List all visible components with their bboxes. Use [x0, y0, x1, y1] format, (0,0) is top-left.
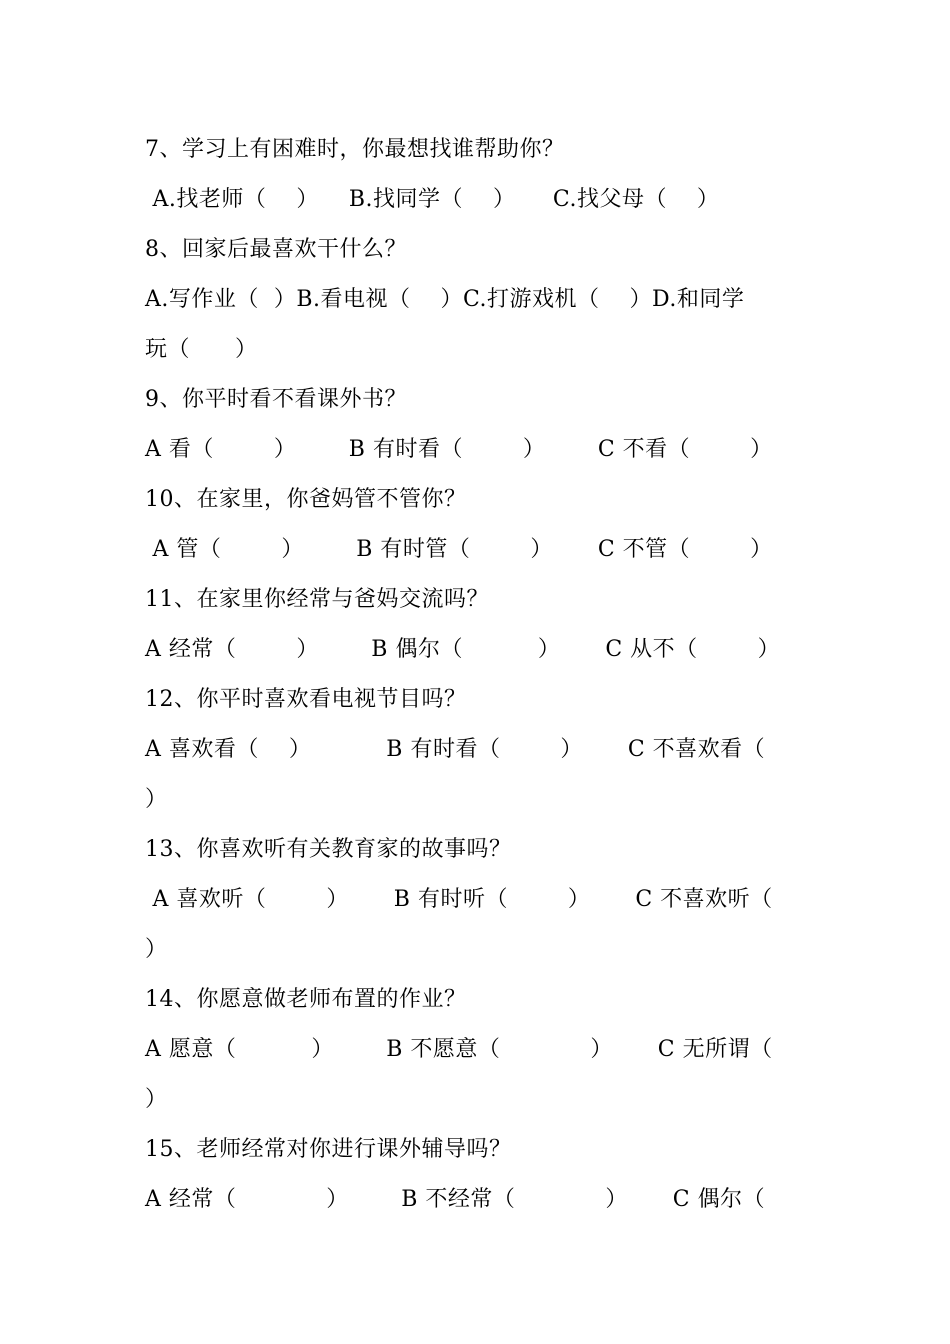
- question-15-options: A 经常（ ） B 不经常（ ） C 偶尔（: [145, 1187, 766, 1212]
- question-13-options-continued: ）: [145, 937, 168, 962]
- question-9: 9、你平时看不看课外书？: [145, 387, 407, 412]
- question-7: 7、学习上有困难时，你最想找谁帮助你？: [145, 137, 565, 162]
- question-9-options: A 看（ ） B 有时看（ ） C 不看（ ）: [145, 437, 773, 462]
- question-13: 13、你喜欢听有关教育家的故事吗？: [145, 837, 512, 862]
- question-12-options-continued: ）: [145, 787, 168, 812]
- question-7-options: A.找老师（ ） B.找同学（ ） C.找父母（ ）: [145, 187, 720, 212]
- question-8: 8、回家后最喜欢干什么？: [145, 237, 407, 262]
- question-8-options-continued: 玩（ ）: [145, 337, 258, 362]
- question-10-options: A 管（ ） B 有时管（ ） C 不管（ ）: [145, 537, 773, 562]
- question-14-options-continued: ）: [145, 1087, 168, 1112]
- question-8-options: A.写作业（ ）B.看电视（ ）C.打游戏机（ ）D.和同学: [145, 287, 745, 312]
- question-14: 14、你愿意做老师布置的作业？: [145, 987, 467, 1012]
- question-11: 11、在家里你经常与爸妈交流吗？: [145, 587, 489, 612]
- question-14-options: A 愿意（ ） B 不愿意（ ） C 无所谓（: [145, 1037, 773, 1062]
- question-13-options: A 喜欢听（ ） B 有时听（ ） C 不喜欢听（: [145, 887, 773, 912]
- question-12-options: A 喜欢看（ ） B 有时看（ ） C 不喜欢看（: [145, 737, 766, 762]
- question-10: 10、在家里，你爸妈管不管你？: [145, 487, 467, 512]
- question-15: 15、老师经常对你进行课外辅导吗？: [145, 1137, 512, 1162]
- question-12: 12、你平时喜欢看电视节目吗？: [145, 687, 467, 712]
- question-11-options: A 经常（ ） B 偶尔（ ） C 从不（ ）: [145, 637, 781, 662]
- survey-content: [145, 125, 810, 1225]
